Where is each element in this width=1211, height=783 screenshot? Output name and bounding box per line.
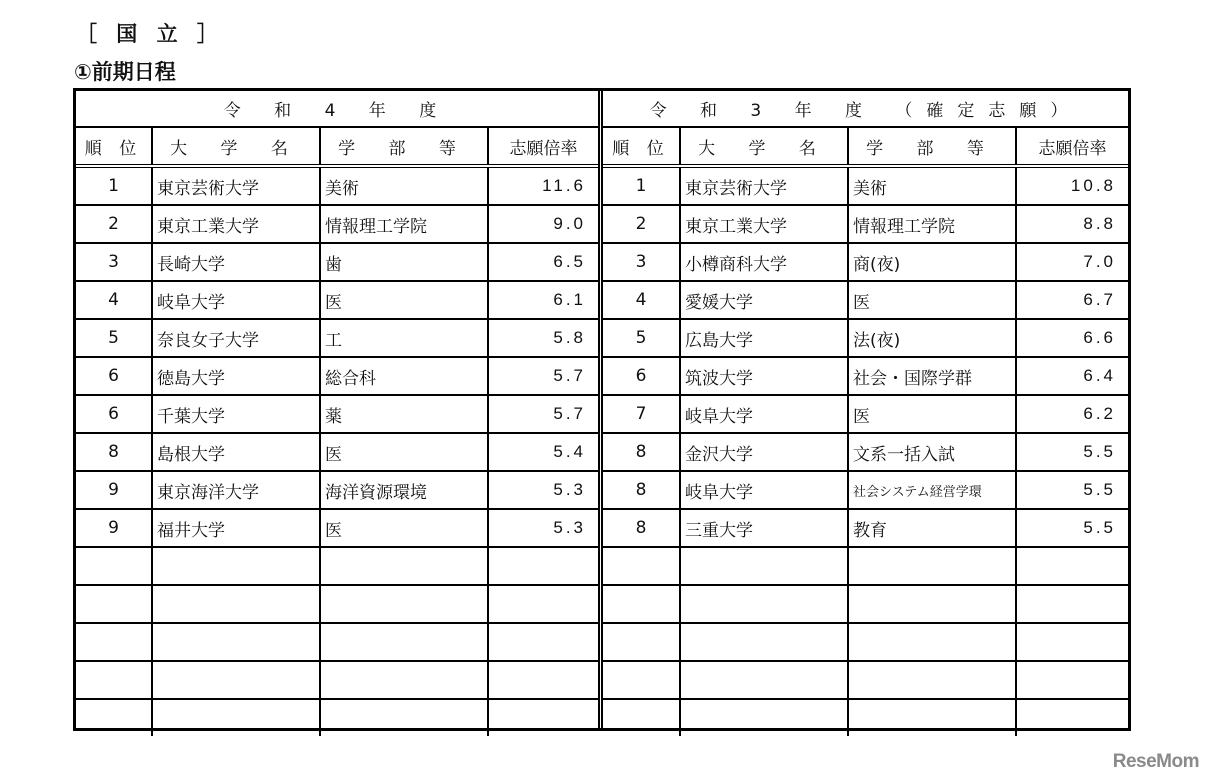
- rank-cell: 6: [603, 357, 680, 395]
- table-row: [603, 509, 1128, 547]
- ratio-cell: 5.7: [488, 357, 598, 395]
- ratio-cell: 10.8: [1016, 166, 1128, 205]
- faculty-cell: 医: [848, 281, 1016, 319]
- faculty-cell: [848, 661, 1016, 699]
- university-cell: 小樽商科大学: [680, 243, 848, 281]
- table-row: [76, 166, 598, 205]
- faculty-cell: 美術: [320, 166, 488, 205]
- table-row: [76, 205, 598, 243]
- ratio-cell: 6.4: [1016, 357, 1128, 395]
- ratio-cell: [1016, 585, 1128, 623]
- university-cell: 愛媛大学: [680, 281, 848, 319]
- ratio-cell: 6.5: [488, 243, 598, 281]
- ratio-cell: 5.5: [1016, 509, 1128, 547]
- year-header: 令 和 3 年 度 （確定志願）: [603, 91, 1128, 127]
- ratio-cell: [488, 547, 598, 585]
- university-cell: 岐阜大学: [680, 395, 848, 433]
- ratio-cell: 5.8: [488, 319, 598, 357]
- ratio-cell: 5.4: [488, 433, 598, 471]
- ratio-cell: [1016, 661, 1128, 699]
- rank-cell: 4: [76, 281, 152, 319]
- table-row: [603, 357, 1128, 395]
- ratio-cell: 5.7: [488, 395, 598, 433]
- rank-cell: [76, 699, 152, 736]
- ranking-table: [73, 88, 1131, 731]
- rank-cell: [603, 547, 680, 585]
- rank-cell: 7: [603, 395, 680, 433]
- university-cell: [680, 547, 848, 585]
- faculty-cell: [848, 547, 1016, 585]
- faculty-cell: [320, 547, 488, 585]
- rank-cell: [603, 699, 680, 736]
- rank-cell: 1: [603, 166, 680, 205]
- table-row: [76, 509, 598, 547]
- university-cell: [152, 623, 320, 661]
- ratio-cell: 6.1: [488, 281, 598, 319]
- table-row: [603, 205, 1128, 243]
- rank-cell: [603, 661, 680, 699]
- faculty-cell: [848, 623, 1016, 661]
- faculty-cell: 医: [848, 395, 1016, 433]
- table-row: [603, 623, 1128, 661]
- col-header-faculty: 学 部 等: [320, 127, 488, 166]
- ratio-cell: [488, 585, 598, 623]
- schedule-heading: ①前期日程: [74, 60, 176, 84]
- table-row: [76, 547, 598, 585]
- table-row: [76, 319, 598, 357]
- col-header-rank: 順 位: [603, 127, 680, 166]
- table-row: [76, 433, 598, 471]
- faculty-cell: 医: [320, 433, 488, 471]
- table-row: [603, 281, 1128, 319]
- faculty-cell: 海洋資源環境: [320, 471, 488, 509]
- university-cell: 東京海洋大学: [152, 471, 320, 509]
- ratio-cell: [1016, 623, 1128, 661]
- rank-cell: 2: [603, 205, 680, 243]
- col-header-faculty: 学 部 等: [848, 127, 1016, 166]
- table-reiwa3: [603, 91, 1128, 728]
- ratio-cell: [1016, 547, 1128, 585]
- faculty-cell: 医: [320, 281, 488, 319]
- ratio-cell: [488, 623, 598, 661]
- faculty-cell: [848, 699, 1016, 736]
- faculty-cell: [848, 585, 1016, 623]
- table-row: [76, 661, 598, 699]
- ratio-cell: 6.2: [1016, 395, 1128, 433]
- university-cell: [152, 661, 320, 699]
- table-row: [603, 471, 1128, 509]
- university-cell: 筑波大学: [680, 357, 848, 395]
- year-header: 令 和 4 年 度: [76, 91, 598, 127]
- col-header-university: 大 学 名: [680, 127, 848, 166]
- faculty-cell: [320, 585, 488, 623]
- ratio-cell: [488, 699, 598, 736]
- faculty-cell: 文系一括入試: [848, 433, 1016, 471]
- university-cell: 三重大学: [680, 509, 848, 547]
- rank-cell: 3: [603, 243, 680, 281]
- rank-cell: [76, 661, 152, 699]
- rank-cell: 9: [76, 471, 152, 509]
- faculty-cell: 教育: [848, 509, 1016, 547]
- university-cell: 東京芸術大学: [152, 166, 320, 205]
- rank-cell: 9: [76, 509, 152, 547]
- university-cell: 奈良女子大学: [152, 319, 320, 357]
- university-cell: 長崎大学: [152, 243, 320, 281]
- university-cell: [152, 699, 320, 736]
- table-row: [76, 699, 598, 736]
- faculty-cell: 美術: [848, 166, 1016, 205]
- rank-cell: 5: [603, 319, 680, 357]
- rank-cell: 8: [603, 509, 680, 547]
- faculty-cell: 法(夜): [848, 319, 1016, 357]
- table-row: [603, 699, 1128, 736]
- rank-cell: 3: [76, 243, 152, 281]
- ratio-cell: 9.0: [488, 205, 598, 243]
- rank-cell: 2: [76, 205, 152, 243]
- faculty-cell: 歯: [320, 243, 488, 281]
- ratio-cell: 5.3: [488, 471, 598, 509]
- faculty-cell: 情報理工学院: [320, 205, 488, 243]
- faculty-cell: 社会・国際学群: [848, 357, 1016, 395]
- university-cell: 金沢大学: [680, 433, 848, 471]
- table-row: [76, 585, 598, 623]
- university-cell: 島根大学: [152, 433, 320, 471]
- university-cell: 福井大学: [152, 509, 320, 547]
- table-row: [76, 281, 598, 319]
- university-cell: [152, 547, 320, 585]
- rank-cell: 5: [76, 319, 152, 357]
- rank-cell: [603, 623, 680, 661]
- ratio-cell: 8.8: [1016, 205, 1128, 243]
- table-row: [603, 243, 1128, 281]
- faculty-cell: [320, 699, 488, 736]
- rank-cell: 8: [76, 433, 152, 471]
- university-cell: 東京工業大学: [680, 205, 848, 243]
- category-heading: ［ 国 立 ］: [76, 22, 224, 46]
- rank-cell: [603, 585, 680, 623]
- rank-cell: [76, 585, 152, 623]
- rank-cell: [76, 547, 152, 585]
- ratio-cell: [488, 661, 598, 699]
- rank-cell: 4: [603, 281, 680, 319]
- faculty-cell: 総合科: [320, 357, 488, 395]
- university-cell: [680, 623, 848, 661]
- table-row: [603, 166, 1128, 205]
- ratio-cell: 11.6: [488, 166, 598, 205]
- university-cell: 千葉大学: [152, 395, 320, 433]
- ratio-cell: [1016, 699, 1128, 736]
- col-header-university: 大 学 名: [152, 127, 320, 166]
- col-header-ratio: 志願倍率: [1016, 127, 1128, 166]
- table-row: [603, 547, 1128, 585]
- rank-cell: 8: [603, 433, 680, 471]
- university-cell: 岐阜大学: [152, 281, 320, 319]
- table-row: [76, 623, 598, 661]
- university-cell: [680, 585, 848, 623]
- table-row: [76, 243, 598, 281]
- resemom-logo: ReseMom: [1112, 751, 1199, 772]
- faculty-cell: 情報理工学院: [848, 205, 1016, 243]
- university-cell: [680, 661, 848, 699]
- rank-cell: 6: [76, 357, 152, 395]
- table-row: [603, 319, 1128, 357]
- ratio-cell: 5.3: [488, 509, 598, 547]
- university-cell: 徳島大学: [152, 357, 320, 395]
- table-row: [603, 585, 1128, 623]
- ratio-cell: 7.0: [1016, 243, 1128, 281]
- table-row: [76, 471, 598, 509]
- rank-cell: 8: [603, 471, 680, 509]
- table-row: [76, 357, 598, 395]
- table-row: [603, 661, 1128, 699]
- ratio-cell: 6.6: [1016, 319, 1128, 357]
- ratio-cell: 5.5: [1016, 471, 1128, 509]
- table-row: [603, 433, 1128, 471]
- university-cell: [152, 585, 320, 623]
- col-header-ratio: 志願倍率: [488, 127, 598, 166]
- col-header-rank: 順 位: [76, 127, 152, 166]
- faculty-cell: [320, 661, 488, 699]
- faculty-cell: 医: [320, 509, 488, 547]
- rank-cell: [76, 623, 152, 661]
- faculty-cell: 薬: [320, 395, 488, 433]
- table-reiwa4: [76, 91, 603, 728]
- university-cell: 東京工業大学: [152, 205, 320, 243]
- university-cell: 広島大学: [680, 319, 848, 357]
- table-row: [76, 395, 598, 433]
- ratio-cell: 6.7: [1016, 281, 1128, 319]
- university-cell: [680, 699, 848, 736]
- table-row: [603, 395, 1128, 433]
- rank-cell: 6: [76, 395, 152, 433]
- faculty-cell: 工: [320, 319, 488, 357]
- university-cell: 東京芸術大学: [680, 166, 848, 205]
- university-cell: 岐阜大学: [680, 471, 848, 509]
- ratio-cell: 5.5: [1016, 433, 1128, 471]
- faculty-cell: 社会システム経営学環: [848, 471, 1016, 509]
- faculty-cell: [320, 623, 488, 661]
- rank-cell: 1: [76, 166, 152, 205]
- faculty-cell: 商(夜): [848, 243, 1016, 281]
